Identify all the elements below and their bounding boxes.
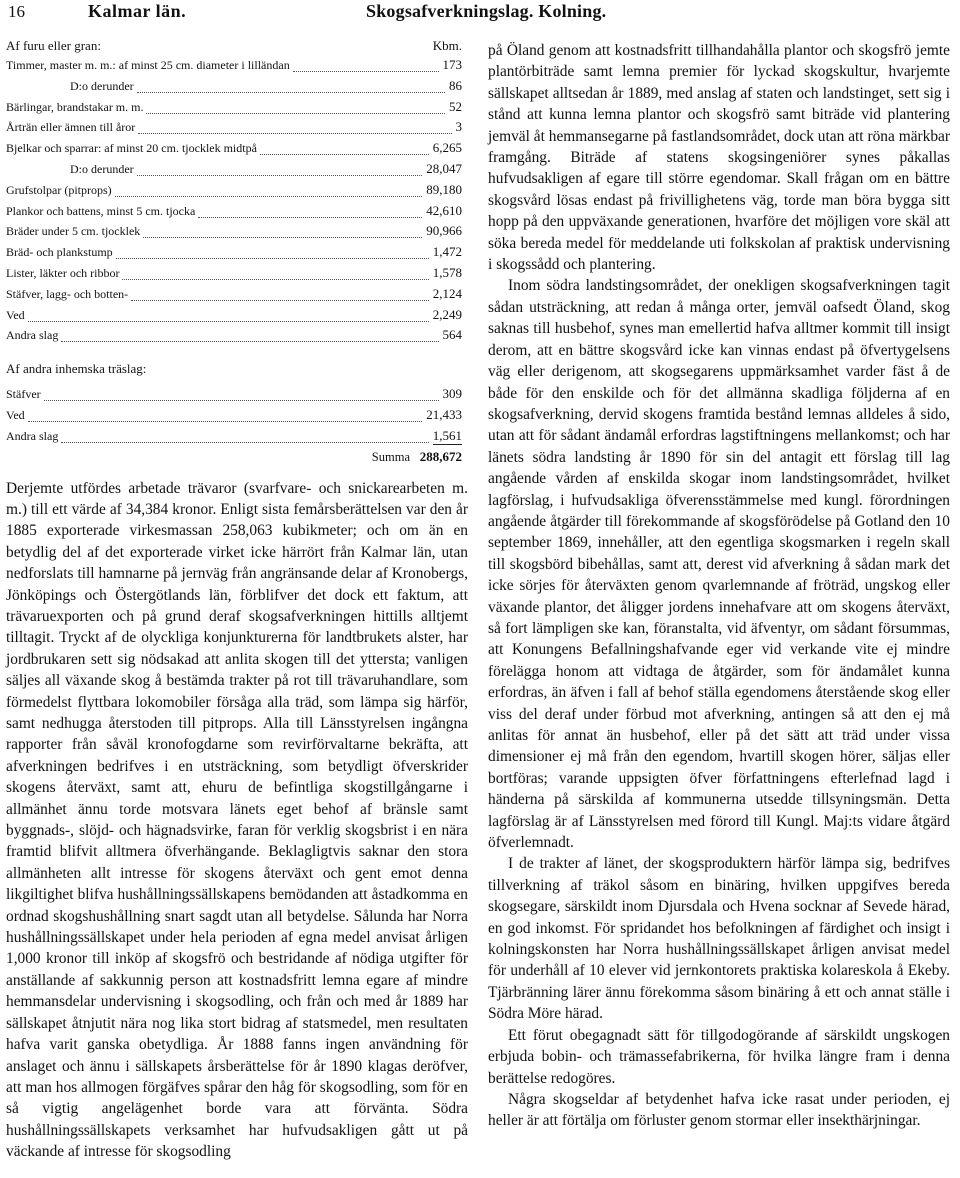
row-label: Andra slag xyxy=(6,328,59,343)
row-label: Stäfver, lagg- och botten- xyxy=(6,286,129,301)
row-label: Bräder under 5 cm. tjocklek xyxy=(6,224,141,239)
table-row xyxy=(6,54,468,75)
row-value: 90,966 xyxy=(426,223,462,239)
row-value: 28,047 xyxy=(426,160,462,176)
leader-dots xyxy=(143,224,422,238)
table-row xyxy=(6,96,468,117)
row-value: 309 xyxy=(442,386,462,402)
table-row xyxy=(6,179,468,200)
row-label: D:o derunder xyxy=(70,78,134,93)
table-row xyxy=(6,158,468,179)
header-right-title: Skogsafverkningslag. Kolning. xyxy=(366,1,607,21)
paragraph: Inom södra landstingsområdet, der onekligen skogsafverkningen tagit sådan utsträckning, att redan å många orter, jemväl oafsedt Öland, skog saknas till husbehof, synes man emellertid hafva alltmer kommit till insigt derom, att en bättre skogsvård icke kan vinnas endast på öfvertygelsens väg eller derigenom, att skogsegarens uppmärksamhet varder fäst å de både för den enskilde och för det allmänna skadliga följderna af en skogsafverkning, dervid skogens framtida bestånd lemnas alldeles å sido, utan att för sådant ändamål erfordras lagstiftningens mellankomst; och har länets södra landsting år 1890 för sin del antagit ett förslag till lag angående vården af enskilda skogar inom landstingsområdet, hvilket lagförslag, i hufvudsakliga öfverensstämmelse med kungl. förordningen angående åtgärder till förekommande af skogsförödelse på Gotland den 10 september 1869, innehåller, att den egentliga skogsmarken i regeln skall till skogsbörd bibehållas, samt att, derest vid afverkning å sådan mark det icke sörjes för återväxten genom qvarlemnande af fröträd, ungskog eller växande plantor, det åligger jordens innehafvare att om skogens återväxt, så fort lämpligen ske kan, föranstalta, vid äfventyr, om sådant försummas, att Konungens Befallningshafvande eger vid verkande vite ej mindre föreläggа honom att vidtaga de åtgärder, som för ändamålet kunna erfordras, än äfven i fall af behof ställa egendomens återstående skog eller viss del deraf under förbud mot afverkning, antingen så att den ej må anlitas för annat än husbehof, eller på det sätt att träd under vissa dimensioner ej må från den egendom, hvartill skogen hörer, säljas eller bortföras; varande uppsigten öfver författningens efterlefnad lagd i händerna på särskilda af kommunerna utsedde tillsyningsmän. Detta lagförslag är af Länsstyrelsen med förord till Kungl. Maj:ts vidare åtgärd öfverlemnadt. xyxy=(488,277,950,852)
row-label: Bjelkar och sparrar: af minst 20 cm. tjocklek midtpå xyxy=(6,141,257,156)
row-value: 564 xyxy=(442,327,462,343)
leader-dots xyxy=(28,308,429,322)
left-column xyxy=(6,34,468,1163)
leader-dots xyxy=(115,183,422,197)
row-label: Lister, läkter och ribbor xyxy=(6,265,120,280)
row-value: 2,249 xyxy=(432,306,462,322)
table-row xyxy=(6,425,468,446)
table-caption: Af furu eller gran: xyxy=(6,38,101,53)
row-value: 3 xyxy=(455,119,462,135)
leader-dots xyxy=(137,162,422,176)
table-row xyxy=(6,324,468,345)
row-value: 42,610 xyxy=(426,202,462,218)
table-row xyxy=(6,404,468,425)
table-sum-row xyxy=(6,446,468,470)
row-label: Stäfver xyxy=(6,387,41,402)
row-label: Grufstolpar (pitprops) xyxy=(6,182,112,197)
leader-dots xyxy=(61,429,429,443)
table-row xyxy=(6,75,468,96)
leader-dots xyxy=(44,387,439,401)
table-row xyxy=(6,116,468,137)
leader-dots xyxy=(138,120,452,134)
row-value: 86 xyxy=(449,77,462,93)
header-left-title: Kalmar län. xyxy=(88,1,187,21)
table-header xyxy=(6,34,468,54)
leader-dots xyxy=(260,141,429,155)
leader-dots xyxy=(28,408,422,422)
table-row xyxy=(6,304,468,325)
paragraph: I de trakter af länet, der skogsproduktern härför lämpa sig, bedrifves tillverkning af träkol såsom en binäring, hvilken uppgifves bereda skogsegare, särskildt inom Djursdala och Hvena socknar af Sevede härad, en god inkomst. För spridandet hos befolkningen af färdighet och insigt i kolningskonsten har Norra hushållningssällskapet årligen anvisat medel för underhåll af 10 elever vid jernkontorets praktiska kolareskola å Ekeby. Tjärbränning lärer ännu förekomma såsom binäring å ett och annat ställe i Södra Möre härad. xyxy=(488,855,950,1023)
row-value: 2,124 xyxy=(432,285,462,301)
row-value: 1,561 xyxy=(432,427,462,443)
table-rows-pine-spruce xyxy=(6,54,468,345)
right-body-text xyxy=(488,40,950,1132)
leader-dots xyxy=(293,58,439,72)
row-label: Andra slag xyxy=(6,428,59,443)
row-value: 52 xyxy=(449,98,462,114)
paragraph: Ett förut obegagnadt sätt för tillgodogörande af särskildt ungskogen erbjuda bobin- och trämassefabrikerna, för hvilka längre fram i denna berättelse redogöres. xyxy=(488,1026,950,1087)
row-value: 1,578 xyxy=(432,264,462,280)
leader-dots xyxy=(61,328,439,342)
table-row xyxy=(6,383,468,404)
table-row xyxy=(6,283,468,304)
row-label: Bräd- och plankstump xyxy=(6,245,113,260)
leader-dots xyxy=(146,100,445,114)
table-unit: Kbm. xyxy=(432,38,462,53)
table-row xyxy=(6,262,468,283)
row-label: Årträn eller ämnen till åror xyxy=(6,120,136,135)
table-caption-other-species: Af andra inhemska träslag: xyxy=(6,361,147,377)
leader-dots xyxy=(131,287,429,301)
row-label: D:o derunder xyxy=(70,161,134,176)
table-row xyxy=(6,241,468,262)
left-body-text xyxy=(6,478,468,1163)
table-row xyxy=(6,137,468,158)
row-label: Plankor och battens, minst 5 cm. tjocka xyxy=(6,203,196,218)
page-number: 16 xyxy=(8,2,25,21)
paragraph: Några skogseldar af betydenhet hafva icke rasat under perioden, ej heller är att förtälja om förluster genom stormar eller insekthärjningar. xyxy=(488,1090,950,1130)
leader-dots xyxy=(137,79,445,93)
leader-dots xyxy=(122,266,429,280)
leader-dots xyxy=(198,204,422,218)
right-column xyxy=(488,40,950,1132)
sum-label: Summa xyxy=(371,449,410,464)
row-label: Bärlingar, brandstakar m. m. xyxy=(6,99,144,114)
row-value: 173 xyxy=(442,57,462,72)
sum-value: 288,672 xyxy=(419,448,462,464)
table-row xyxy=(6,200,468,221)
page-header xyxy=(0,0,960,28)
row-label: Ved xyxy=(6,307,25,322)
paragraph: på Öland genom att kostnadsfritt tillhandahålla plantor och skogsfrö jemte plantörbiträde samt lemna premier för lyckad skogskultur, hvarjemte sällskapet alltsedan år 1889, med anslag af staten och landstinget, sett sig i stånd att kunna lemna plantor och skogsfrö samt biträde vid plantering jemväl åt hemmansegarne på fastlandsområdet, dock utan att röna märkbar framgång. Biträde af statens skogsingeniörer synes påkallas hufvudsakligen af egare till större egendomar. Skall frågan om en bättre skogsvård lösas endast på frivillighetens väg, torde man böra bygga sitt hopp på den uppväxande generationen, hvarföre det möjligen vore skäl att söka bereda medel för meddelande uti folkskolan af praktisk undervisning i skogssådd och plantering. xyxy=(488,42,950,274)
row-value: 1,472 xyxy=(432,244,462,260)
row-label: Timmer, master m. m.: af minst 25 cm. diameter i lilländan xyxy=(6,58,290,72)
leader-dots xyxy=(116,245,429,259)
table-row xyxy=(6,220,468,241)
row-value: 6,265 xyxy=(432,140,462,156)
table-rows-other-species xyxy=(6,383,468,445)
paragraph: Derjemte utfördes arbetade trävaror (svarfvare- och snickarearbeten m. m.) till ett värde af 34,384 kronor. Enligt sista femårsberättelsen var den år 1885 exporterade virkesmassan 258,063 kubikmeter; och om än en betydlig del af det exporterade virket icke härrört från Kalmar län, utan nedforslats till hamnarne på jernväg från angränsande delar af Kronobergs, Jönköpings och Östergötlands län, förblifver det dock ett faktum, att trävaruexporten och på grund deraf skogsafverkningen hittills alltjemt tilltagit. Tryckt af de olyckliga konjunkturerna för landtbrukets alster, har jordbrukaren sett sig nödsakad att anlita skogen till det yttersta; vanligen säljes all växande skog å bestämda trakter på rot till trävaruhandlare, som förmedelst flyttbara lokomobiler försåga alla träd, som lämpa sig härför, samt nedhugga återstoden till pitprops. Alla till Länsstyrelsen ingångna rapporter från såväl kronofogdarne som revirförvaltarne bekräfta, att afverkningen bedrifves i en utsträckning, som betydligt öfverskrider skogens återväxt, samt att, ehuru de befintliga skogstillgångarne i allmänhet ännu torde motsvara länets eget behof af bränsle samt byggnads-, slöjd- och hägnadsvirke, faran för verklig skogsbrist i en nära framtid blifvit alltmera öfverhängande. Beklagligtvis saknar den stora allmänheten allt intresse för skogens återväxt och gent emot denna likgiltighet blifva hushållningssällskapens bemödanden att åstadkomma en ordnad skogshushållning snart sagdt utan all betydelse. Sålunda har Norra hushållningssällskapet under hela perioden af egna medel anvisat årligen 1,000 kronor till inköp af skogsfrö och bestridande af nödiga utgifter för anställande af sakkunnig person att kostnadsfritt lemna egare af mindre hemmansdelar undervisning i skogsodling, och från och med år 1889 har sällskapet åtnjutit nära nog lika stort bidrag af statsmedel, men resultaten hafva varit ganska obetydliga. År 1888 fanns ingen användning för anslaget och ännu i sällskapets årsberättelse för år 1890 klagas deröfver, att man hos allmogen förgäfves spårar den håg för skogsodling, som för en så vigtig angelägenhet borde vara att förvänta. Södra hushållningssällskapets verksamhet har hufvudsakligen gått ut på väckande af intresse för skogsodling xyxy=(6,479,468,1161)
row-value: 89,180 xyxy=(426,181,462,197)
row-value: 21,433 xyxy=(426,406,462,422)
row-label: Ved xyxy=(6,407,25,422)
